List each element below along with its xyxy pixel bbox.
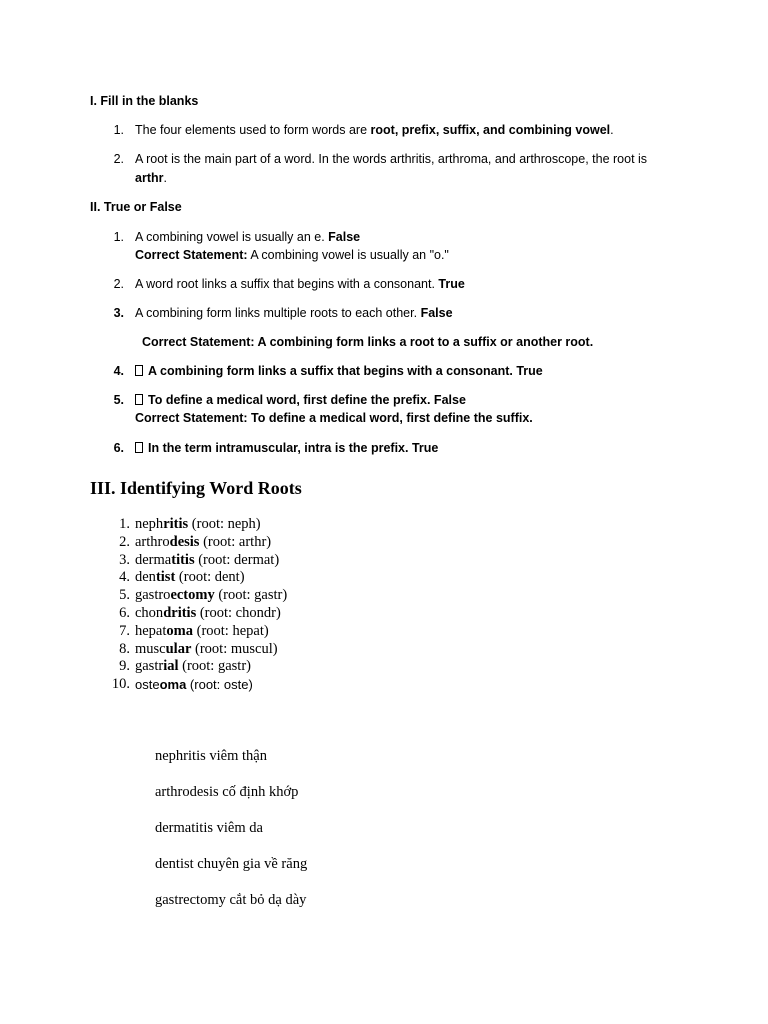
- missing-glyph-icon: [135, 442, 143, 453]
- correct-statement: Correct Statement: A combining form links a root to a suffix or another root.: [142, 335, 594, 349]
- vocab-item: arthrodesis cố định khớp: [155, 784, 299, 800]
- section-3-heading: III. Identifying Word Roots: [90, 478, 302, 498]
- missing-glyph-icon: [135, 394, 143, 405]
- section-2-heading: II. True or False: [90, 200, 182, 214]
- vocab-item: nephritis viêm thận: [155, 748, 267, 764]
- missing-glyph-icon: [135, 365, 143, 376]
- vocab-item: dentist chuyên gia về răng: [155, 856, 308, 872]
- correct-statement: Correct Statement: To define a medical word, first define the suffix.: [135, 411, 533, 425]
- vocab-item: dermatitis viêm da: [155, 820, 263, 836]
- section-1-heading: I. Fill in the blanks: [90, 94, 199, 108]
- vocab-item: gastrectomy cắt bỏ dạ dày: [155, 892, 307, 908]
